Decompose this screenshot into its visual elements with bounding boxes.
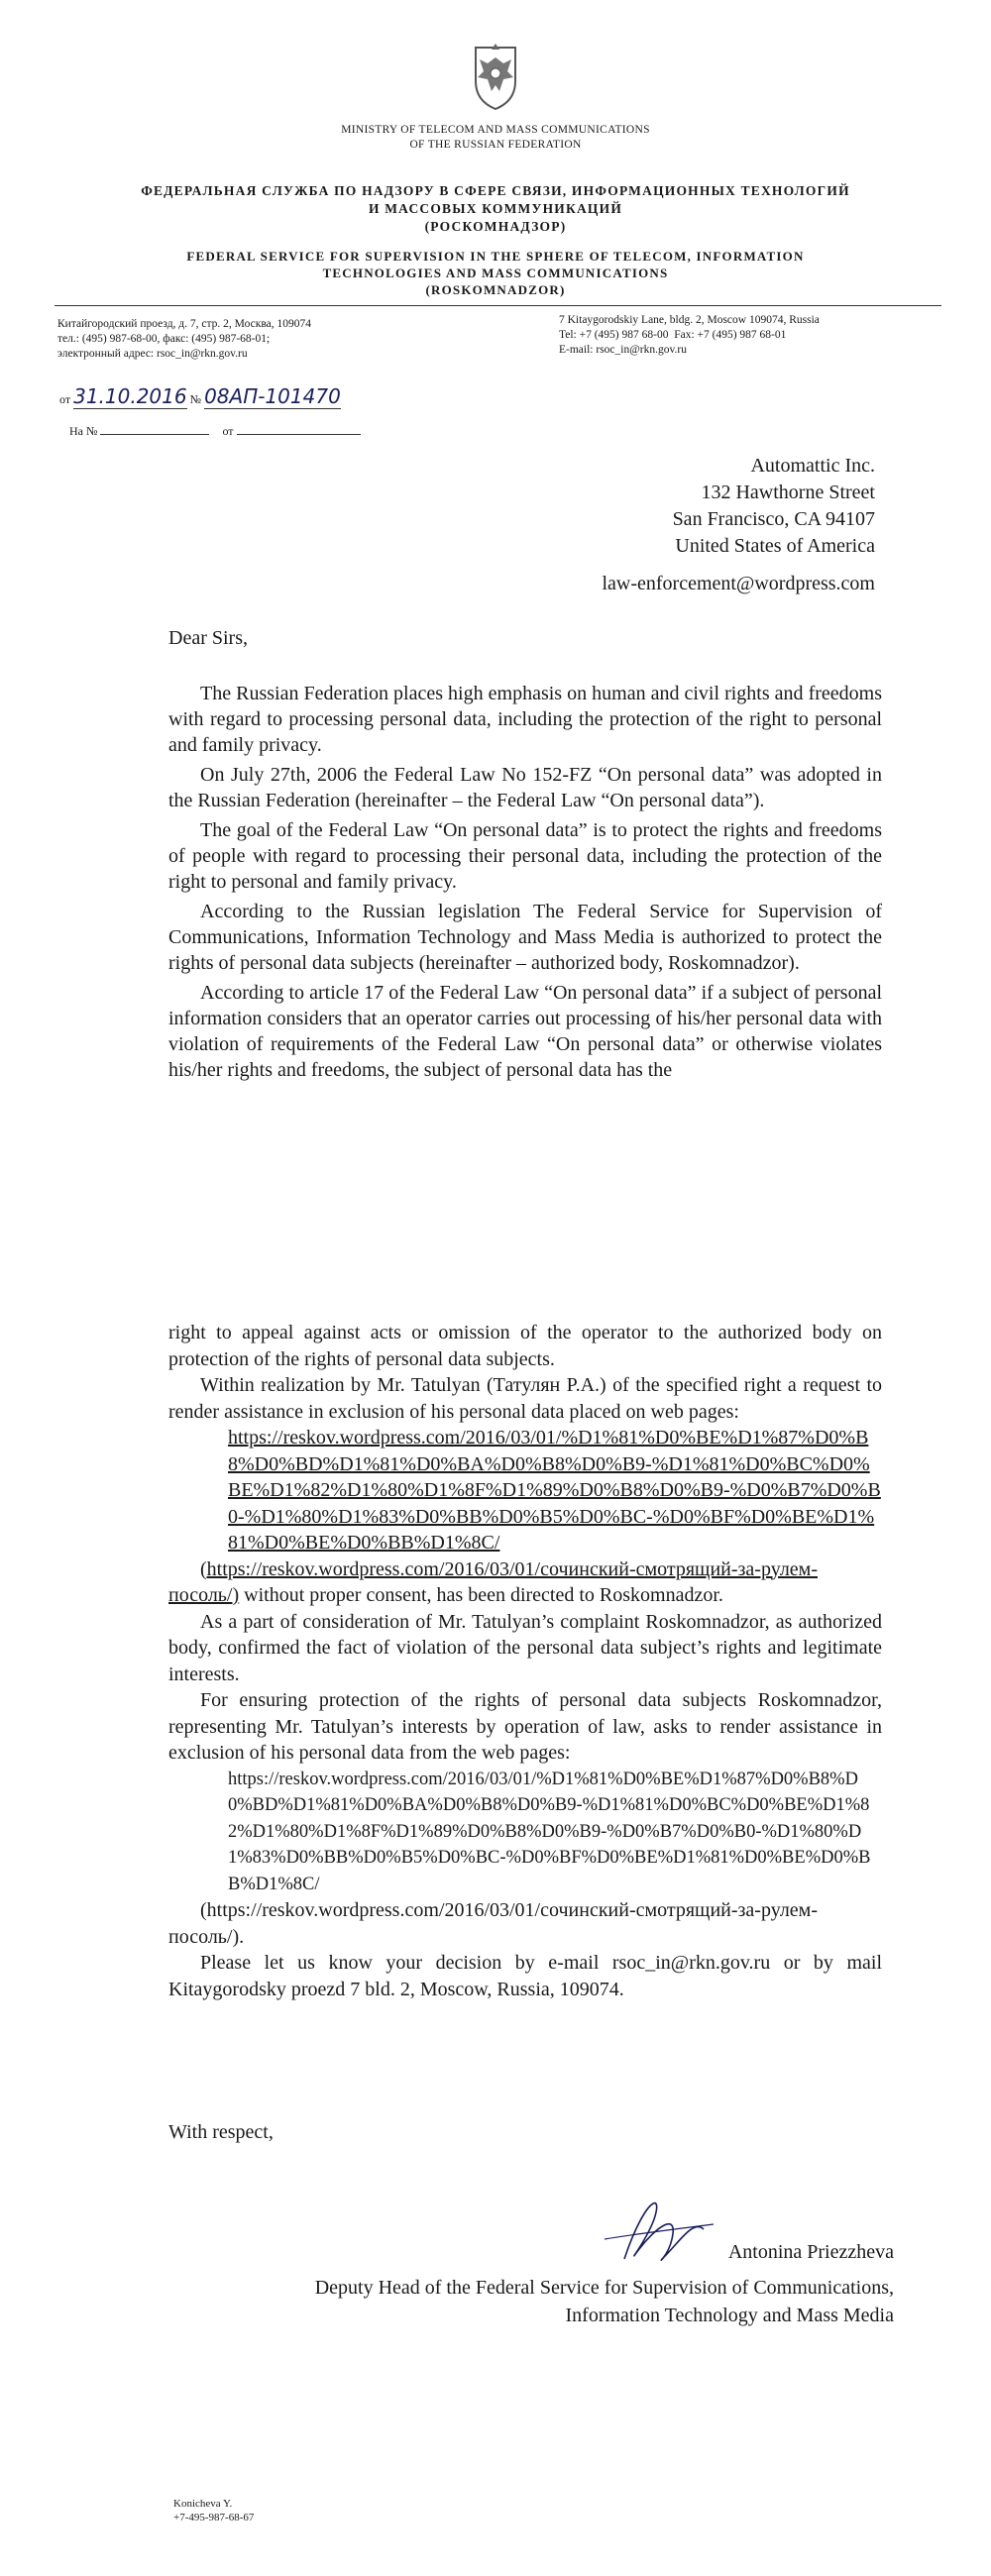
incoming-reference: [59, 424, 361, 439]
paragraph: Please let us know your decision by e-mail rsoc_in@rkn.gov.ru or by mail Kitaygorodsky proezd 7 bld. 2, Moscow, Russia, 109074.: [168, 1952, 882, 2000]
cyrillic-url-paragraph: [168, 1556, 882, 1609]
ref2-date-blank: [237, 434, 361, 435]
paragraph: According to the Russian legislation The Federal Service for Supervision of Communications, Information Technology and Mass Media is authorized to protect the rights of personal data subjects (hereinafter – authorized body, Roskomnadzor).: [168, 901, 882, 974]
handwritten-signature: [585, 2180, 733, 2289]
ref2-number-blank: [100, 434, 209, 435]
signer-name: Antonina Priezzheva: [727, 2241, 894, 2263]
paragraph: right to appeal against acts or omission of the operator to the authorized body on protection of the rights of personal data subjects.: [168, 1322, 882, 1370]
ref2-from: от: [222, 424, 234, 438]
closing: With respect,: [168, 2121, 274, 2143]
ministry-heading: [0, 123, 991, 153]
encoded-url-link-block: [168, 1425, 882, 1556]
address-russian: Китайгородский проезд, д. 7, стр. 2, Москва, 109074 тел.: (495) 987-68-00, факс: (495) 987-68-01; электронный адрес: rsoc_in@rkn.gov.ru: [57, 318, 311, 360]
signer-title-line-2: Information Technology and Mass Media: [565, 2305, 894, 2326]
ref2-label: На №: [69, 424, 98, 438]
cyrillic-url-text: (https://reskov.wordpress.com/2016/03/01/сочинский-смотрящий-за-рулем-посоль/).: [168, 1899, 818, 1948]
greeting: Dear Sirs,: [168, 627, 248, 649]
header-divider: [55, 305, 941, 306]
signer-title-line-1: Deputy Head of the Federal Service for Supervision of Communications,: [314, 2277, 894, 2299]
ref-date: 31.10.2016: [73, 384, 187, 408]
contact-phone: +7-495-987-68-67: [173, 2512, 255, 2523]
ru-service-line-3: (РОСКОМНАДЗОР): [424, 219, 567, 234]
en-service-line-1: FEDERAL SERVICE FOR SUPERVISION IN THE SPHERE OF TELECOM, INFORMATION: [186, 249, 805, 264]
ref-from-label: от: [59, 392, 71, 406]
paragraph: The goal of the Federal Law “On personal data” is to protect the rights and freedoms of people with regard to processing their personal data, including the protection of the right to personal and family privacy.: [168, 819, 882, 893]
recipient-line: Automattic Inc.: [750, 455, 875, 477]
recipient-email: law-enforcement@wordpress.com: [602, 573, 875, 594]
encoded-url-text: https://reskov.wordpress.com/2016/03/01/%D1%81%D0%BE%D1%87%D0%B8%D0%BD%D1%81%D0%BA%D0%B8%D0%B9-%D1%81%D0%BC%D0%BE%D1%82%D1%80%D1%8F%D1%89%D0%B8%D0%B9-%D0%B7%D0%B0-%D1%80%D1%83%D0%BB%D0%B5%D0%BC-%D0%BF%D0%BE%D1%81%D0%BE%D0%BB%D1%8C/: [228, 1769, 871, 1894]
ministry-line-1: MINISTRY OF TELECOM AND MASS COMMUNICATIONS: [341, 124, 650, 136]
recipient-line: United States of America: [675, 535, 875, 557]
paragraph: As a part of consideration of Mr. Tatulyan’s complaint Roskomnadzor, as authorized body, confirmed the fact of violation of the personal data subject’s rights and legitimate interests.: [168, 1610, 882, 1685]
recipient-address: [673, 453, 875, 560]
address-english: 7 Kitaygorodskiy Lane, bldg. 2, Moscow 109074, Russia Tel: +7 (495) 987 68-00 Fax: +7 (495) 987 68-01 E-mail: rsoc_in@rkn.gov.ru: [559, 314, 820, 356]
ministry-line-2: OF THE RUSSIAN FEDERATION: [409, 139, 582, 151]
contact-person: [173, 2497, 254, 2524]
coat-of-arms-emblem: [466, 42, 525, 113]
en-service-line-2: TECHNOLOGIES AND MASS COMMUNICATIONS: [322, 266, 669, 280]
service-name-russian: [59, 182, 932, 236]
paragraph: According to article 17 of the Federal Law “On personal data” if a subject of personal information considers that an operator carries out processing of his/her personal data with violation of requirements of the Federal Law “On personal data” or otherwise violates his/her rights and freedoms, the subject of personal data has the: [168, 982, 882, 1081]
paragraph: On July 27th, 2006 the Federal Law No 152-FZ “On personal data” was adopted in the Russian Federation (hereinafter – the Federal Law “On personal data”).: [168, 764, 882, 811]
ru-service-line-1: ФЕДЕРАЛЬНАЯ СЛУЖБА ПО НАДЗОРУ В СФЕРЕ СВЯЗИ, ИНФОРМАЦИОННЫХ ТЕХНОЛОГИЙ: [141, 183, 850, 198]
service-name-english: [59, 248, 932, 298]
encoded-url-link[interactable]: https://reskov.wordpress.com/2016/03/01/%D1%81%D0%BE%D1%87%D0%B8%D0%BD%D1%81%D0%BA%D0%B8%D0%B9-%D1%81%D0%BC%D0%BE%D1%82%D1%80%D1%8F%D1%89%D0%B8%D0%B9-%D0%B7%D0%B0-%D1%80%D1%83%D0%BB%D0%B5%D0%BC-%D0%BF%D0%BE%D1%81%D0%BE%D0%BB%D1%8C/: [228, 1427, 881, 1554]
outgoing-reference: [59, 384, 341, 409]
letter-body-page-2: [168, 1320, 882, 2002]
ru-service-line-2: И МАССОВЫХ КОММУНИКАЦИЙ: [368, 201, 623, 216]
en-service-line-3: (ROSKOMNADZOR): [425, 282, 566, 297]
signer-title: [315, 2274, 894, 2329]
paragraph: The Russian Federation places high emphasis on human and civil rights and freedoms with regard to processing personal data, including the protection of the right to personal and family privacy.: [168, 683, 882, 756]
contact-name: Konicheva Y.: [173, 2498, 233, 2510]
ref-number: 08АП-101470: [204, 384, 341, 408]
cyrillic-url-link[interactable]: (https://reskov.wordpress.com/2016/03/01/сочинский-смотрящий-за-рулем-посоль/): [168, 1557, 818, 1606]
paragraph-tail: without proper consent, has been directed to Roskomnadzor.: [239, 1584, 723, 1606]
letter-body-page-1: [168, 681, 882, 1087]
recipient-line: 132 Hawthorne Street: [701, 482, 875, 503]
ref-no-label: №: [189, 392, 202, 406]
paragraph: For ensuring protection of the rights of personal data subjects Roskomnadzor, representing Mr. Tatulyan’s interests by operation of law, asks to render assistance in exclusion of his personal data from the web pages:: [168, 1689, 882, 1764]
paragraph: Within realization by Mr. Tatulyan (Татулян P.A.) of the specified right a request to render assistance in exclusion of his personal data placed on web pages:: [168, 1374, 882, 1423]
recipient-line: San Francisco, CA 94107: [672, 508, 875, 530]
